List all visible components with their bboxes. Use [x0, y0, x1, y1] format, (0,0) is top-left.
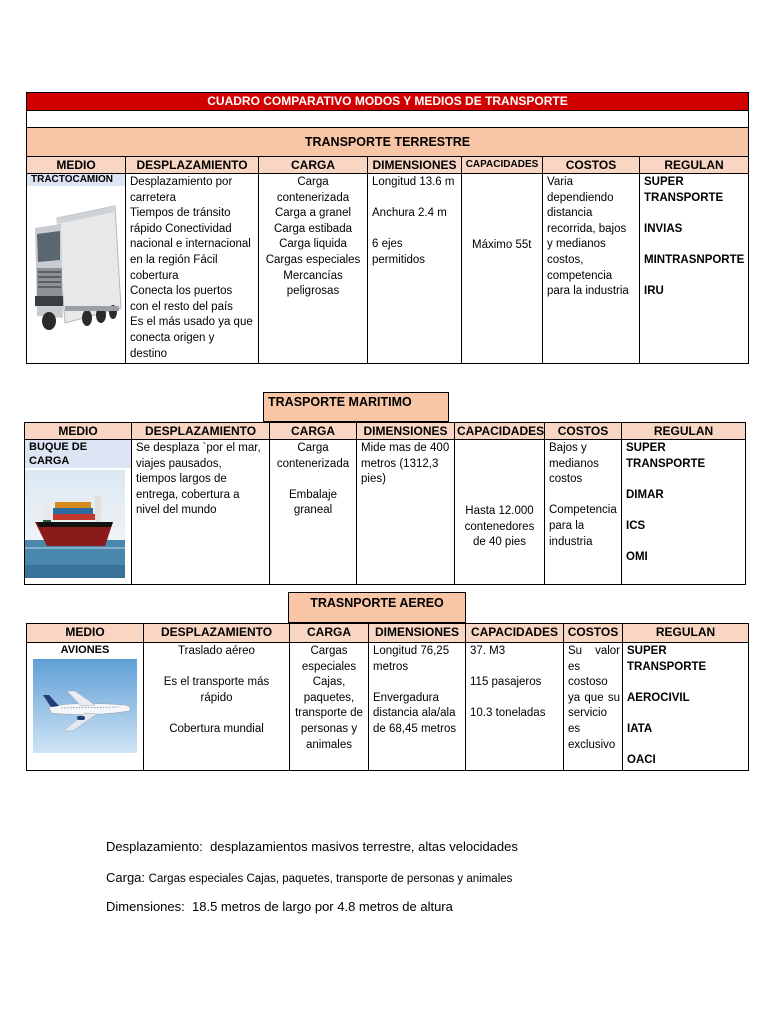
note-label: Carga: [106, 870, 146, 885]
note-text: 18.5 metros de largo por 4.8 metros de altura [192, 899, 453, 914]
header-medio: MEDIO [25, 423, 132, 440]
capacidad-line: 115 pasajeros [470, 676, 542, 689]
costos-cell: Su valor es costoso ya que su servicio es exclusivo [564, 643, 623, 771]
carga-line: Cargas especiales [301, 645, 357, 673]
header-medio: MEDIO [27, 157, 126, 174]
costo-line: Bajos y medianos costos [549, 442, 599, 486]
blank-row [27, 111, 749, 128]
note-dimensiones [106, 899, 453, 914]
header-regulan: REGULAN [622, 423, 746, 440]
carga-line: Carga contenerizada [276, 442, 350, 470]
regulador: IRU [644, 285, 664, 298]
costos-cell [545, 440, 622, 585]
document-title: CUADRO COMPARATIVO MODOS Y MEDIOS DE TRANSPORTE [27, 93, 749, 111]
note-text: desplazamientos masivos terrestre, altas velocidades [210, 839, 518, 854]
header-costos: COSTOS [543, 157, 640, 174]
medio-name: BUQUE DE CARGA [25, 440, 131, 468]
header-carga: CARGA [290, 624, 369, 643]
carga-line: Mercancías peligrosas [283, 269, 343, 298]
carga-cell [270, 440, 357, 585]
capacidad-line: 10.3 toneladas [470, 707, 546, 720]
ship-image [25, 470, 131, 584]
desplazamiento-line: Traslado aéreo [178, 645, 255, 657]
carga-line: Carga contenerizada [276, 176, 350, 204]
header-dimensiones: DIMENSIONES [368, 157, 462, 174]
truck-image [27, 188, 125, 344]
capacidades-cell [462, 174, 543, 364]
header-regulan: REGULAN [623, 624, 749, 643]
header-costos: COSTOS [564, 624, 623, 643]
table-row [27, 643, 749, 771]
carga-line: Cajas, paquetes, transporte de personas y animales [295, 676, 363, 751]
regulador: IATA [627, 722, 653, 735]
header-regulan: REGULAN [640, 157, 749, 174]
regulador: OACI [627, 754, 656, 767]
header-capacidades: CAPACIDADES [455, 423, 545, 440]
header-capacidades: CAPACIDADES [462, 157, 543, 174]
section-title-maritimo: TRASPORTE MARITIMO [263, 392, 449, 422]
regulador: INVIAS [644, 222, 683, 235]
dimensiones-cell: Mide mas de 400 metros (1312,3 pies) [357, 440, 455, 585]
table-maritimo [24, 422, 746, 585]
regulan-cell [623, 643, 749, 771]
carga-cell [290, 643, 369, 771]
header-dimensiones: DIMENSIONES [369, 624, 466, 643]
header-carga: CARGA [259, 157, 368, 174]
capacidades-cell [455, 440, 545, 585]
dimensiones-cell [369, 643, 466, 771]
section-title-terrestre: TRANSPORTE TERRESTRE [27, 128, 749, 157]
regulador: ICS [626, 519, 646, 532]
note-label: Dimensiones: [106, 899, 185, 914]
desplazamiento-cell [126, 174, 259, 364]
costos-cell: Varia dependiendo distancia recorrida, bajos y medianos costos, competencia para la industria [543, 174, 640, 364]
regulador: MINTRASNPORTE [644, 253, 745, 266]
capacidad-text: Hasta 12.000 contenedores de 40 pies [464, 505, 535, 549]
regulador: SUPER TRANSPORTE [644, 176, 724, 204]
desplazamiento-line: Es el más usado ya que conecta origen y destino [130, 316, 253, 360]
section-title-aereo: TRASNPORTE AEREO [288, 592, 466, 623]
note-carga [106, 870, 512, 885]
desplazamiento-line: Es el transporte más rápido [163, 676, 270, 704]
desplazamiento-line: Desplazamiento por carretera [130, 176, 233, 204]
header-capacidades: CAPACIDADES [466, 624, 564, 643]
desplazamiento-cell [144, 643, 290, 771]
dimension-line: 6 ejes permitidos [372, 238, 426, 266]
header-desplazamiento: DESPLAZAMIENTO [144, 624, 290, 643]
regulador: AEROCIVIL [627, 691, 690, 704]
carga-line: Carga liquida [279, 238, 347, 251]
desplazamiento-line: Conecta los puertos con el resto del país [130, 285, 233, 313]
capacidad-line: 37. M3 [470, 645, 506, 657]
regulan-cell [640, 174, 749, 364]
header-desplazamiento: DESPLAZAMIENTO [132, 423, 270, 440]
desplazamiento-line: Cobertura mundial [169, 722, 264, 735]
dimension-line: Envergadura distancia ala/ala de 68,45 metros [373, 691, 457, 735]
costo-line: Competencia para la industria [549, 504, 617, 548]
medio-name: TRACTOCAMION [27, 174, 125, 186]
capacidades-cell [466, 643, 564, 771]
header-carga: CARGA [270, 423, 357, 440]
table-terrestre [26, 92, 749, 364]
header-desplazamiento: DESPLAZAMIENTO [126, 157, 259, 174]
airplane-image [27, 659, 143, 759]
regulador: SUPER TRANSPORTE [627, 645, 707, 673]
regulador: OMI [626, 551, 648, 564]
regulan-cell [622, 440, 746, 585]
dimension-line: Anchura 2.4 m [372, 207, 447, 220]
desplazamiento-line: Tiempos de tránsito rápido Conectividad nacional e internacional en la región Fácil cobertura [130, 207, 251, 282]
dimension-line: Longitud 13.6 m [372, 176, 455, 188]
regulador: DIMAR [626, 488, 664, 501]
desplazamiento-cell: Se desplaza `por el mar, viajes pausados, tiempos largos de entrega, cobertura a nivel del mundo [132, 440, 270, 585]
dimension-line: Longitud 76,25 metros [373, 645, 450, 673]
header-medio: MEDIO [27, 624, 144, 643]
note-text: Cargas especiales Cajas, paquetes, transporte de personas y animales [148, 873, 513, 885]
header-dimensiones: DIMENSIONES [357, 423, 455, 440]
note-desplazamiento [106, 839, 518, 854]
carga-line: Carga estibada [274, 222, 352, 235]
capacidad-text: Máximo 55t [472, 239, 532, 251]
medio-name: AVIONES [60, 644, 110, 656]
header-costos: COSTOS [545, 423, 622, 440]
table-row [25, 440, 746, 585]
regulador: SUPER TRANSPORTE [626, 442, 706, 470]
dimensiones-cell [368, 174, 462, 364]
table-aereo [26, 623, 749, 771]
carga-line: Carga a granel [274, 207, 352, 220]
carga-line: Cargas especiales [265, 253, 361, 266]
carga-line: Embalaje graneal [289, 488, 337, 517]
table-row [27, 174, 749, 364]
note-label: Desplazamiento: [106, 839, 203, 854]
carga-cell [259, 174, 368, 364]
